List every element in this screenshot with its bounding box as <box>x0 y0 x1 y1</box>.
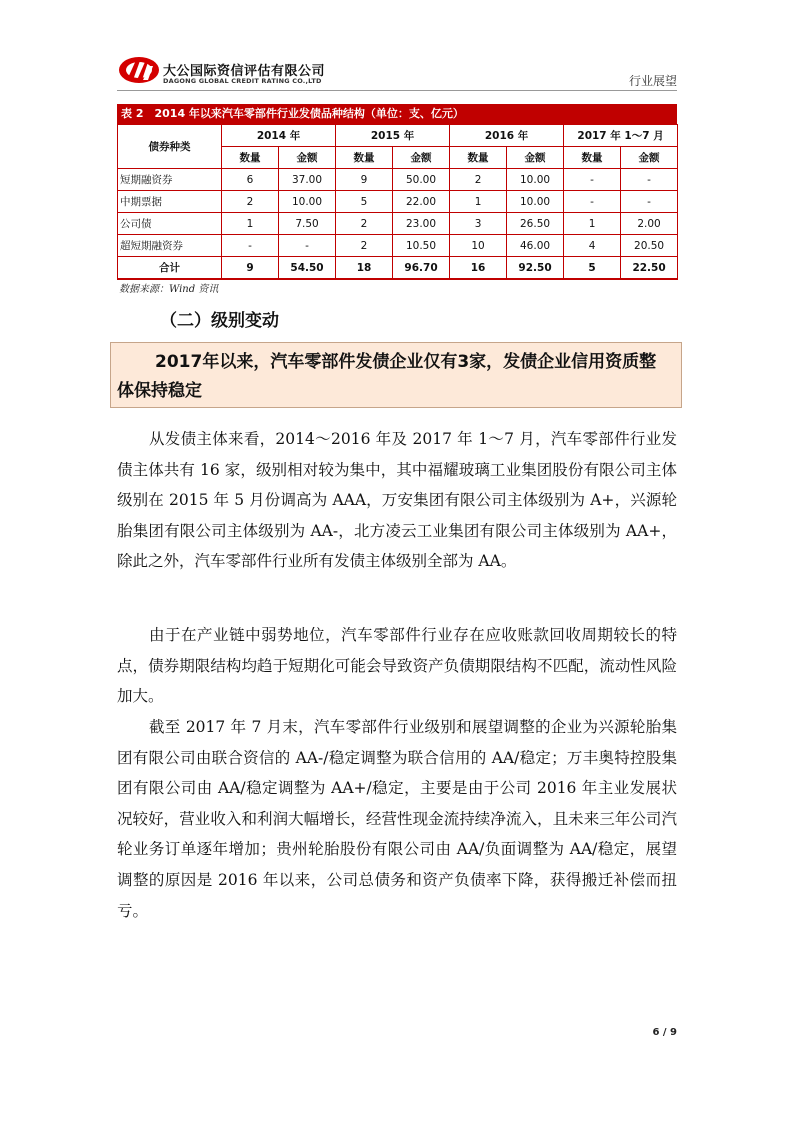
table-cell: 9 <box>222 257 279 280</box>
dagong-logo-icon <box>117 52 161 88</box>
header-count: 数量 <box>450 147 507 169</box>
highlight-text: 2017年以来，汽车零部件发债企业仅有3家，发债企业信用资质整体保持稳定 <box>117 352 657 401</box>
table-cell: 92.50 <box>507 257 564 280</box>
body-paragraph: 由于在产业链中弱势地位，汽车零部件行业存在应收账款回收周期较长的特点，债券期限结构均趋于短期化可能会导致资产负债期限结构不匹配，流动性风险加大。 <box>117 626 677 706</box>
table-title: 表 2 2014 年以来汽车零部件行业发债品种结构（单位：支、亿元） <box>117 104 677 124</box>
header-count: 数量 <box>564 147 621 169</box>
table-cell: - <box>621 169 678 191</box>
table-cell: 10.00 <box>507 191 564 213</box>
header-count: 数量 <box>222 147 279 169</box>
table-cell: - <box>564 191 621 213</box>
table-cell: 26.50 <box>507 213 564 235</box>
company-name-en: DAGONG GLOBAL CREDIT RATING CO.,LTD <box>163 77 322 85</box>
table-cell: 9 <box>336 169 393 191</box>
page-header <box>117 52 677 88</box>
table-cell: 22.50 <box>621 257 678 280</box>
table-cell: 10.00 <box>279 191 336 213</box>
table-cell: 5 <box>564 257 621 280</box>
table-row <box>118 169 678 191</box>
table-cell: 50.00 <box>393 169 450 191</box>
body-paragraph: 从发债主体来看，2014～2016 年及 2017 年 1～7 月，汽车零部件行业发债主体共有 16 家，级别相对较为集中，其中福耀玻璃工业集团股份有限公司主体级别在 2015 年 5 月份调高为 AAA，万安集团有限公司主体级别为 A+，兴源轮胎集团有限公司主体级别为 AA-，北方凌云工业集团有限公司主体级别为 AA+，除此之外，汽车零部件行业所有发债主体级别全部为 AA。 <box>117 430 677 571</box>
table-cell: 3 <box>450 213 507 235</box>
header-year: 2017 年 1～7 月 <box>564 125 678 147</box>
header-year: 2016 年 <box>450 125 564 147</box>
header-divider <box>117 90 677 91</box>
highlight-box <box>110 342 682 408</box>
table-cell: 2 <box>222 191 279 213</box>
table-cell: 20.50 <box>621 235 678 257</box>
table-total-row <box>118 257 678 280</box>
body-paragraph: 截至 2017 年 7 月末，汽车零部件行业级别和展望调整的企业为兴源轮胎集团有限公司由联合资信的 AA-/稳定调整为联合信用的 AA/稳定；万丰奥特控股集团有限公司由 AA/稳定调整为 AA+/稳定，主要是由于公司 2016 年主业发展状况较好，营业收入和利润大幅增长，经营性现金流持续净流入，且未来三年公司汽轮业务订单逐年增加；贵州轮胎股份有限公司由 AA/负面调整为 AA/稳定，展望调整的原因是 2016 年以来，公司总债务和资产负债率下降，获得搬迁补偿而扭亏。 <box>117 718 677 920</box>
table-cell: 22.00 <box>393 191 450 213</box>
table-cell: 1 <box>564 213 621 235</box>
total-label-cell: 合计 <box>118 257 222 280</box>
header-year: 2014 年 <box>222 125 336 147</box>
header-amount: 金额 <box>507 147 564 169</box>
table-cell: 2 <box>336 213 393 235</box>
table-cell: 37.00 <box>279 169 336 191</box>
header-year: 2015 年 <box>336 125 450 147</box>
company-name-cn: 大公国际资信评估有限公司 <box>163 64 326 79</box>
table-cell: - <box>279 235 336 257</box>
bond-type-cell: 超短期融资券 <box>118 235 222 257</box>
table-cell: 10.00 <box>507 169 564 191</box>
table-cell: 54.50 <box>279 257 336 280</box>
table-cell: 2 <box>336 235 393 257</box>
header-amount: 金额 <box>393 147 450 169</box>
table-cell: 96.70 <box>393 257 450 280</box>
table-cell: - <box>222 235 279 257</box>
table-row <box>118 235 678 257</box>
table-cell: - <box>621 191 678 213</box>
table-cell: 2 <box>450 169 507 191</box>
table-cell: 5 <box>336 191 393 213</box>
table-cell: 1 <box>222 213 279 235</box>
table-row <box>118 191 678 213</box>
bond-type-cell: 公司债 <box>118 213 222 235</box>
header-count: 数量 <box>336 147 393 169</box>
page-number: 6 / 9 <box>652 1027 677 1038</box>
table-cell: 46.00 <box>507 235 564 257</box>
header-bond-type: 债券种类 <box>118 125 222 169</box>
bond-type-cell: 短期融资券 <box>118 169 222 191</box>
section-heading: （二）级别变动 <box>160 311 279 331</box>
table-cell: 10.50 <box>393 235 450 257</box>
bond-structure-table <box>117 124 678 280</box>
header-amount: 金额 <box>279 147 336 169</box>
table-cell: 16 <box>450 257 507 280</box>
header-amount: 金额 <box>621 147 678 169</box>
table-cell: 23.00 <box>393 213 450 235</box>
table-cell: 10 <box>450 235 507 257</box>
bond-type-cell: 中期票据 <box>118 191 222 213</box>
table-cell: - <box>564 169 621 191</box>
table-cell: 2.00 <box>621 213 678 235</box>
table-cell: 7.50 <box>279 213 336 235</box>
table-cell: 4 <box>564 235 621 257</box>
table-source: 数据来源：Wind 资讯 <box>119 284 219 295</box>
section-label: 行业展望 <box>628 74 677 88</box>
table-row <box>118 213 678 235</box>
table-cell: 6 <box>222 169 279 191</box>
table-cell: 18 <box>336 257 393 280</box>
table-cell: 1 <box>450 191 507 213</box>
